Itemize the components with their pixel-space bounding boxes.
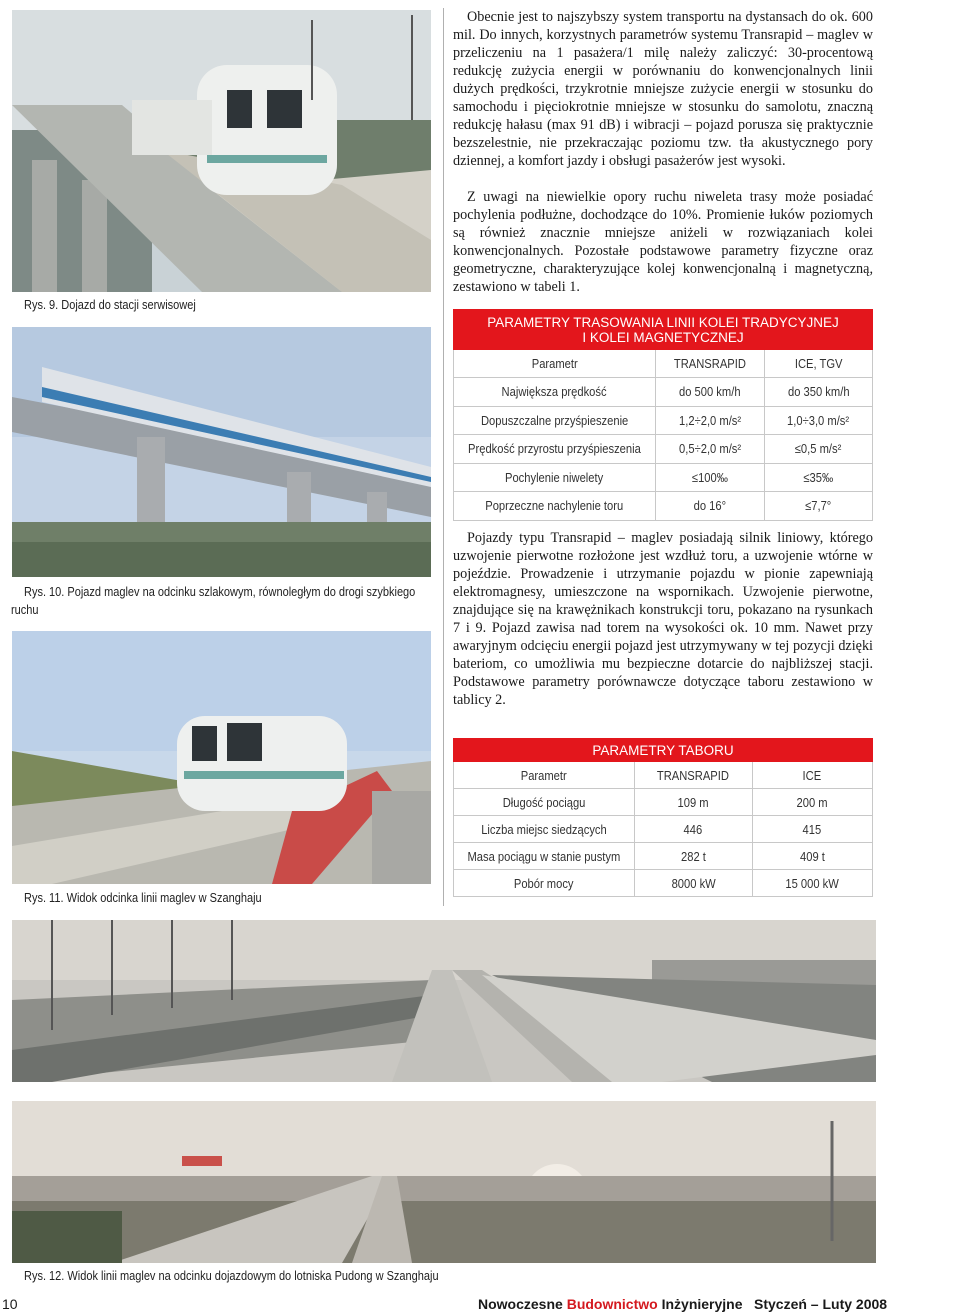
figure-12-photo-top xyxy=(12,920,876,1082)
table-2-header-row xyxy=(454,762,873,789)
figure-10-photo xyxy=(12,327,431,577)
figure-9-photo xyxy=(12,10,431,292)
table-2-head-transrapid: TRANSRAPID xyxy=(657,767,730,783)
table-1-header-row xyxy=(454,350,873,378)
table-row xyxy=(454,378,873,407)
table-row xyxy=(454,870,873,897)
table-1-title-line2: I KOLEI MAGNETYCZNEJ xyxy=(582,329,744,345)
table-1-head-param: Parametr xyxy=(531,356,578,371)
figure-12-photo-bottom xyxy=(12,1101,876,1263)
paragraph-3-text: Pojazdy typu Transrapid – maglev posiadają silnik liniowy, którego uzwojenie pierwotne rozłożone jest wzdłuż toru, a uzwojenie wtórne w pojeździe. Prowadzenie i utrzymanie pojazdu w pionie zapewniają elektromagnesy, umieszczone na wspornikach. Uzwojenie pierwotne, znajdujące się na krawężnikach konstrukcji toru, pokazano na rysunkach 7 i 9. Pojazd zawisa nad torem na wysokości ok. 10 mm. Nawet przy awaryjnym odcięciu energii pojazd jest utrzymywany w tej pozycji dzięki bateriom, co umożliwia mu bezpieczne dotarcie do najbliższej stacji. Podstawowe parametry porównawcze dotyczące taboru zestawiono w tablicy 2. xyxy=(453,530,873,708)
table-cell: 0,5÷2,0 m/s² xyxy=(678,441,741,457)
table-1-head-ice: ICE, TGV xyxy=(794,356,843,371)
table-cell: ≤7,7° xyxy=(805,498,832,514)
table-cell: ≤0,5 m/s² xyxy=(795,441,842,457)
figure-10-caption-line2: ruchu xyxy=(11,603,39,617)
table-cell: ≤35‰ xyxy=(803,469,834,485)
figure-12-caption: Rys. 12. Widok linii maglev na odcinku dojazdowym do lotniska Pudong w Szanghaju xyxy=(24,1269,439,1283)
table-cell: Poprzeczne nachylenie toru xyxy=(485,498,624,514)
table-2 xyxy=(453,738,873,897)
page-number: 10 xyxy=(2,1296,18,1312)
table-cell: do 350 km/h xyxy=(787,384,850,400)
table-cell: Długość pociągu xyxy=(502,794,586,810)
issue-date: Styczeń – Luty 2008 xyxy=(754,1296,888,1312)
table-row xyxy=(454,789,873,816)
figure-9-caption: Rys. 9. Dojazd do stacji serwisowej xyxy=(24,298,196,312)
journal-name-part3: Inżynieryjne xyxy=(657,1296,743,1312)
paragraph-1 xyxy=(453,8,873,170)
table-cell: do 16° xyxy=(693,498,727,514)
column-divider xyxy=(443,8,444,906)
table-cell: 15 000 kW xyxy=(785,875,840,891)
paragraph-1-text: Obecnie jest to najszybszy system transportu na dystansach do ok. 600 mil. Do innych, korzystnych parametrów systemu Transrapid – maglev w przeliczeniu na 1 pasażera/1 milę należy zaliczyć: 30-procentową redukcję zużycia energii w porównaniu do konwencjonalnych linii dużych prędkości, trzykrotnie mniejsze zużycie energii w stosunku do samochodu i pięciokrotnie mniejsze w stosunku do samolotu, znaczną redukcję hałasu (max 91 dB) i wibracji – pojazd porusza się praktycznie bezszelestnie, nie przekraczając poziomu tzw. tła akustycznego pory dziennej, a komfort jazdy i obsługi pasażerów jest wysoki. xyxy=(453,9,873,169)
journal-name-part1: Nowoczesne xyxy=(478,1296,567,1312)
table-1 xyxy=(453,309,873,521)
table-cell: Pochylenie niwelety xyxy=(505,469,604,485)
paragraph-3 xyxy=(453,529,873,709)
table-row xyxy=(454,406,873,435)
table-cell: 1,2÷2,0 m/s² xyxy=(678,412,741,428)
table-cell: do 500 km/h xyxy=(679,384,741,400)
table-cell: 415 xyxy=(802,821,822,837)
table-cell: 200 m xyxy=(796,794,828,810)
paragraph-2 xyxy=(453,188,873,296)
table-1-head-transrapid: TRANSRAPID xyxy=(673,356,746,371)
table-row xyxy=(454,492,873,521)
paragraph-2-text: Z uwagi na niewielkie opory ruchu niweleta trasy może posiadać pochylenia podłużne, dochodzące do 10%. Promienie łuków poziomych są również znacznie mniejsze aniżeli w rozwiązaniach kolei konwencjonalnych. Pozostałe podstawowe parametry fizyczne oraz geometryczne, charakteryzujące kolej konwencjonalną i magnetyczną, zestawiono w tabeli 1. xyxy=(453,189,873,295)
table-1-title xyxy=(454,310,873,350)
table-row xyxy=(454,435,873,464)
table-2-title: PARAMETRY TABORU xyxy=(454,739,873,762)
table-cell: Liczba miejsc siedzących xyxy=(481,821,607,837)
journal-name-part2: Budownictwo xyxy=(566,1296,658,1312)
table-cell: Masa pociągu w stanie pustym xyxy=(467,848,621,864)
table-cell: 1,0÷3,0 m/s² xyxy=(787,412,850,428)
table-2-head-ice: ICE xyxy=(802,767,822,783)
table-cell: Największa prędkość xyxy=(501,384,607,400)
table-2-head-param: Parametr xyxy=(520,767,567,783)
table-cell: 282 t xyxy=(680,848,706,864)
table-row xyxy=(454,816,873,843)
table-cell: ≤100‰ xyxy=(691,469,728,485)
table-1-title-line1: PARAMETRY TRASOWANIA LINII KOLEI TRADYCYJNEJ xyxy=(487,314,839,330)
figure-11-caption: Rys. 11. Widok odcinka linii maglev w Szanghaju xyxy=(24,891,262,905)
table-cell: 409 t xyxy=(799,848,825,864)
table-cell: 446 xyxy=(683,821,703,837)
table-row xyxy=(454,843,873,870)
table-cell: Prędkość przyrostu przyśpieszenia xyxy=(468,441,641,457)
table-row xyxy=(454,463,873,492)
figure-10-caption-line1: Rys. 10. Pojazd maglev na odcinku szlakowym, równoległym do drogi szybkiego xyxy=(24,585,416,599)
table-cell: Dopuszczalne przyśpieszenie xyxy=(480,412,629,428)
journal-name xyxy=(478,1296,743,1312)
figure-11-photo xyxy=(12,631,431,884)
table-cell: 8000 kW xyxy=(671,875,716,891)
table-cell: Pobór mocy xyxy=(514,875,574,891)
table-cell: 109 m xyxy=(677,794,709,810)
